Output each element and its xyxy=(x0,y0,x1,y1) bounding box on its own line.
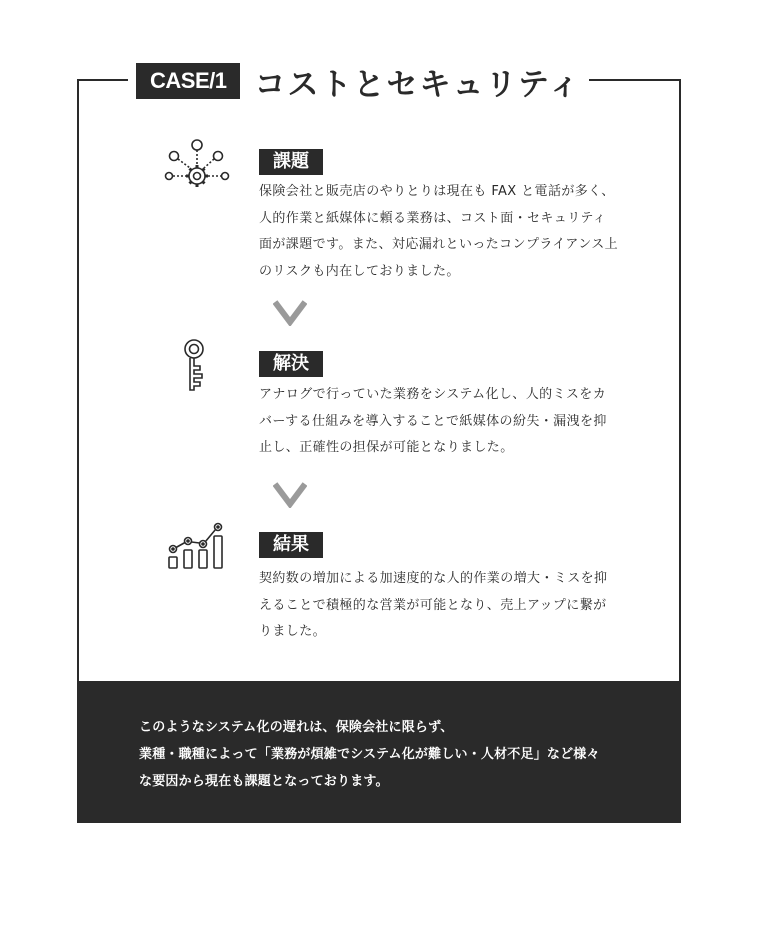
page-title: コストとセキュリティ xyxy=(254,66,582,103)
section-text-solution: アナログで行っていた業務をシステム化し、人的ミスをカバーする仕組みを導入することで紙媒体の紛失・漏洩を抑止し、正確性の担保が可能となりました。 xyxy=(259,387,607,455)
network-gear-icon xyxy=(163,137,233,189)
section-label-solution: 解決 xyxy=(259,351,323,377)
section-text-issue: 保険会社と販売店のやりとりは現在も FAX と電話が多く、人的作業と紙媒体に頼る業務は、コスト面・セキュリティ面が課題です。また、対応漏れといったコンプライアンス上のリスクも内在しておりました。 xyxy=(259,184,619,279)
case-heading xyxy=(128,56,589,106)
footer-line: な要因から現在も課題となっております。 xyxy=(139,774,389,789)
footer-note xyxy=(77,681,681,823)
key-icon xyxy=(180,338,214,394)
case-badge: CASE/1 xyxy=(136,63,240,99)
section-text-result: 契約数の増加による加速度的な人的作業の増大・ミスを抑えることで積極的な営業が可能となり、売上アップに繋がりました。 xyxy=(259,571,608,639)
footer-line: このようなシステム化の遅れは、保険会社に限らず、 xyxy=(139,720,454,735)
section-label-result: 結果 xyxy=(259,532,323,558)
down-arrow-icon xyxy=(273,482,307,508)
section-label-issue: 課題 xyxy=(259,149,323,175)
growth-chart-icon xyxy=(166,520,228,570)
down-arrow-icon xyxy=(273,300,307,326)
footer-line: 業種・職種によって「業務が煩雑でシステム化が難しい・人材不足」など様々 xyxy=(139,747,600,762)
